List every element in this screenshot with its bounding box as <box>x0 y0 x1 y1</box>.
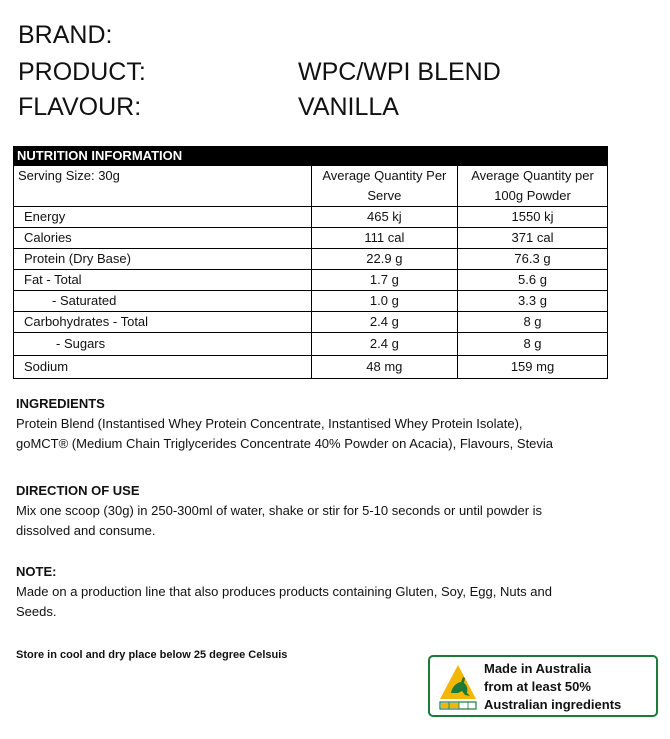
origin-text <box>484 660 621 714</box>
ingredients-line: Protein Blend (Instantised Whey Protein Concentrate, Instantised Whey Protein Isolate), <box>16 416 523 431</box>
nutrient-name: Energy <box>14 207 312 228</box>
table-row <box>14 312 608 333</box>
nutrient-per100: 8 g <box>458 312 608 333</box>
direction-line: Mix one scoop (30g) in 250-300ml of water, shake or stir for 5-10 seconds or until powder is <box>16 503 543 518</box>
note-line: Seeds. <box>16 604 57 619</box>
product-value: WPC/WPI BLEND <box>298 58 501 86</box>
table-row <box>14 333 608 356</box>
direction-heading: DIRECTION OF USE <box>16 483 140 498</box>
nutrient-name: Calories <box>14 228 312 249</box>
storage-note: Store in cool and dry place below 25 degree Celsuis <box>16 649 288 661</box>
nutrition-title: NUTRITION INFORMATION <box>14 147 608 166</box>
nutrient-per100: 3.3 g <box>458 291 608 312</box>
col-header-serve: Average Quantity Per Serve <box>311 166 457 207</box>
table-row <box>14 249 608 270</box>
nutrition-table <box>13 146 608 379</box>
flavour-row <box>18 92 399 122</box>
direction-line: dissolved and consume. <box>16 523 156 538</box>
table-row <box>14 356 608 379</box>
nutrient-per100: 76.3 g <box>458 249 608 270</box>
ingredients-heading: INGREDIENTS <box>16 396 105 411</box>
country-of-origin-label <box>428 655 658 717</box>
ingredients-section <box>16 394 616 454</box>
origin-line: Australian ingredients <box>484 697 622 712</box>
flavour-label: FLAVOUR: <box>18 93 142 121</box>
nutrient-name: Sodium <box>14 356 312 379</box>
nutrient-per100: 5.6 g <box>458 270 608 291</box>
col-header-100g: Average Quantity per 100g Powder <box>458 166 608 207</box>
flavour-value: VANILLA <box>298 93 399 121</box>
nutrient-serve: 1.7 g <box>311 270 457 291</box>
product-row <box>18 57 501 87</box>
ingredients-line: goMCT® (Medium Chain Triglycerides Concentrate 40% Powder on Acacia), Flavours, Stevia <box>16 436 554 451</box>
nutrient-name: - Sugars <box>14 333 312 356</box>
origin-line: from at least 50% <box>484 679 591 694</box>
nutrient-per100: 159 mg <box>458 356 608 379</box>
note-line: Made on a production line that also produces products containing Gluten, Soy, Egg, Nuts and <box>16 584 552 599</box>
nutrient-serve: 48 mg <box>311 356 457 379</box>
direction-section <box>16 481 616 541</box>
nutrition-header-row <box>14 166 608 207</box>
table-row <box>14 291 608 312</box>
product-label: PRODUCT: <box>18 58 146 86</box>
nutrient-name: Fat - Total <box>14 270 312 291</box>
note-section <box>16 562 616 622</box>
nutrient-serve: 465 kj <box>311 207 457 228</box>
origin-line: Made in Australia <box>484 661 592 676</box>
serving-size: Serving Size: 30g <box>14 166 312 207</box>
nutrient-serve: 22.9 g <box>311 249 457 270</box>
brand-label: BRAND: <box>18 21 113 49</box>
nutrient-per100: 8 g <box>458 333 608 356</box>
nutrient-serve: 2.4 g <box>311 333 457 356</box>
note-heading: NOTE: <box>16 564 57 579</box>
nutrient-serve: 2.4 g <box>311 312 457 333</box>
nutrition-title-row <box>14 147 608 166</box>
table-row <box>14 270 608 291</box>
brand-row <box>18 20 112 50</box>
nutrient-name: Carbohydrates - Total <box>14 312 312 333</box>
table-row <box>14 207 608 228</box>
nutrient-serve: 1.0 g <box>311 291 457 312</box>
nutrient-serve: 111 cal <box>311 228 457 249</box>
nutrient-name: Protein (Dry Base) <box>14 249 312 270</box>
nutrient-per100: 1550 kj <box>458 207 608 228</box>
table-row <box>14 228 608 249</box>
kangaroo-triangle-icon <box>438 663 478 711</box>
nutrient-per100: 371 cal <box>458 228 608 249</box>
nutrient-name: - Saturated <box>14 291 312 312</box>
